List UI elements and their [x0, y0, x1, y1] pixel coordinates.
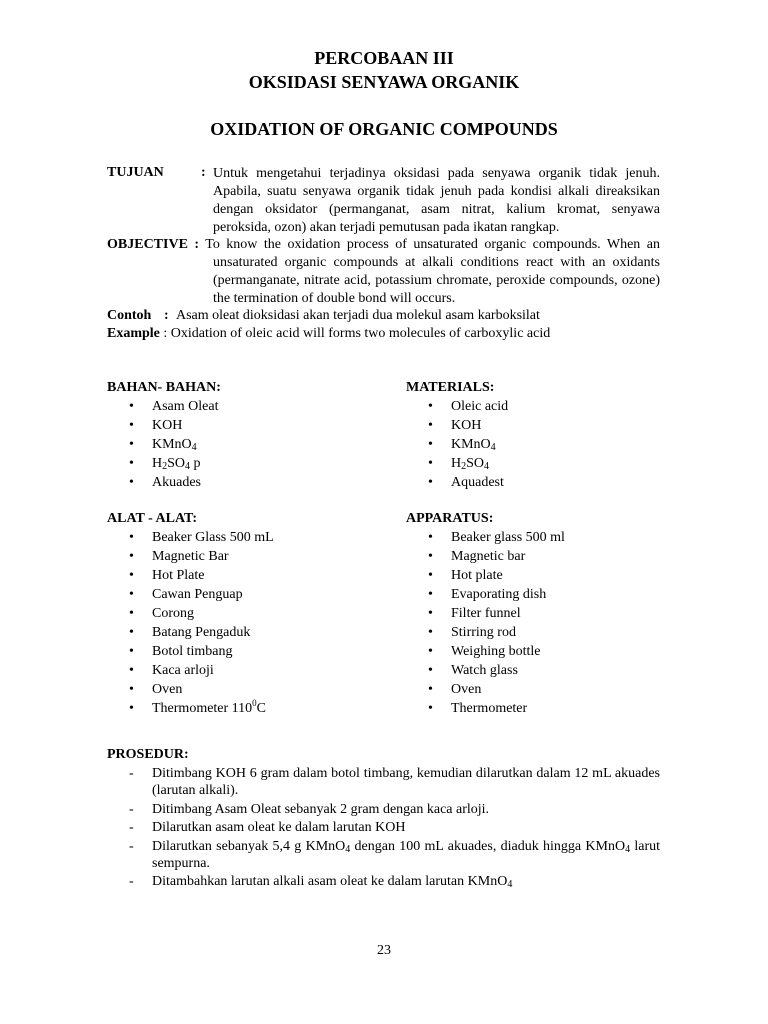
contoh-label: Contoh	[107, 308, 152, 323]
list-item: • KMnO$_4$	[406, 435, 508, 454]
prosedur-title: PROSEDUR:	[107, 747, 189, 762]
list-item: • Magnetic Bar	[107, 547, 274, 566]
list-item: • Hot Plate	[107, 566, 274, 585]
list-item: • Thermometer	[406, 699, 565, 718]
list-item: • Corong	[107, 604, 274, 623]
prosedur-list	[107, 765, 660, 892]
list-item: • Cawan Penguap	[107, 585, 274, 604]
materials-list	[406, 397, 508, 492]
procedure-step: - Ditimbang KOH 6 gram dalam botol timbang, kemudian dilarutkan dalam 12 mL akuades (larutan alkali).	[107, 765, 660, 799]
procedure-step: - Ditimbang Asam Oleat sebanyak 2 gram dengan kaca arloji.	[107, 801, 660, 818]
list-item: • Kaca arloji	[107, 661, 274, 680]
example-label: Example	[107, 326, 160, 341]
apparatus-list	[406, 528, 565, 718]
bahan-list	[107, 397, 218, 492]
example-text: : Oxidation of oleic acid will forms two molecules of carboxylic acid	[163, 326, 551, 341]
objective-label: OBJECTIVE :	[107, 237, 200, 252]
tujuan-text: Untuk mengetahui terjadinya oksidasi pada senyawa organik tidak jenuh. Apabila, suatu senyawa organik tidak jenuh pada kondisi alkali direaksikan dengan oksidator (permanganat, asam nitrat, kalium kromat, senyawa peroksida, ozon) akan terjadi pemutusan pada ikatan rangkap.	[213, 166, 660, 235]
list-item: • Thermometer $110^0C$	[107, 699, 274, 718]
list-item: • Hot plate	[406, 566, 565, 585]
list-item: • Akuades	[107, 473, 218, 492]
materials-title: MATERIALS:	[406, 380, 495, 395]
list-item: • Watch glass	[406, 661, 565, 680]
list-item: • Oleic acid	[406, 397, 508, 416]
procedure-step: - Ditambahkan larutan alkali asam oleat ke dalam larutan KMnO$_4$	[107, 873, 660, 890]
list-item: • Oven	[406, 680, 565, 699]
alat-title: ALAT - ALAT:	[107, 511, 197, 526]
list-item: • Magnetic bar	[406, 547, 565, 566]
objective-text: To know the oxidation process of unsaturated organic compounds. When an unsaturated organic compounds at alkali conditions react with an oxidants (permanganate, nitrate acid, potassium chromate, peroxide compounds, ozone) the termination of double bond will occurs.	[205, 237, 660, 306]
apparatus-title: APPARATUS:	[406, 511, 494, 526]
list-item: • Beaker glass 500 ml	[406, 528, 565, 547]
list-item: • Aquadest	[406, 473, 508, 492]
list-item: • Beaker Glass 500 mL	[107, 528, 274, 547]
alat-list	[107, 528, 274, 718]
list-item: • Asam Oleat	[107, 397, 218, 416]
procedure-step: - Dilarutkan asam oleat ke dalam larutan KOH	[107, 819, 660, 836]
title-percobaan: PERCOBAAN III	[314, 48, 454, 68]
list-item: • Weighing bottle	[406, 642, 565, 661]
list-item: • $H_2SO_4$ p	[107, 454, 218, 473]
objective-block	[107, 236, 660, 308]
title-oksidasi: OKSIDASI SENYAWA ORGANIK	[248, 72, 520, 92]
list-item: • Filter funnel	[406, 604, 565, 623]
page-number: 23	[377, 943, 391, 958]
list-item: • KOH	[406, 416, 508, 435]
list-item: • Batang Pengaduk	[107, 623, 274, 642]
list-item: • KOH	[107, 416, 218, 435]
list-item: • Evaporating dish	[406, 585, 565, 604]
list-item: • $H_2SO_4$	[406, 454, 508, 473]
example-line	[107, 325, 550, 343]
list-item: • Oven	[107, 680, 274, 699]
tujuan-colon: :	[201, 165, 206, 180]
contoh-colon: :	[164, 308, 169, 323]
tujuan-label: TUJUAN	[107, 165, 164, 180]
bahan-title: BAHAN- BAHAN:	[107, 380, 221, 395]
title-english: OXIDATION OF ORGANIC COMPOUNDS	[210, 119, 558, 139]
procedure-step: - Dilarutkan sebanyak 5,4 g KMnO$_4$ dengan 100 mL akuades, diaduk hingga KMnO$_4$ larut sempurna.	[107, 838, 660, 872]
list-item: • Botol timbang	[107, 642, 274, 661]
list-item: • Stirring rod	[406, 623, 565, 642]
list-item: • KMnO$_4$	[107, 435, 218, 454]
contoh-text: Asam oleat dioksidasi akan terjadi dua molekul asam karboksilat	[176, 308, 540, 323]
objective-paragraph	[107, 236, 660, 308]
